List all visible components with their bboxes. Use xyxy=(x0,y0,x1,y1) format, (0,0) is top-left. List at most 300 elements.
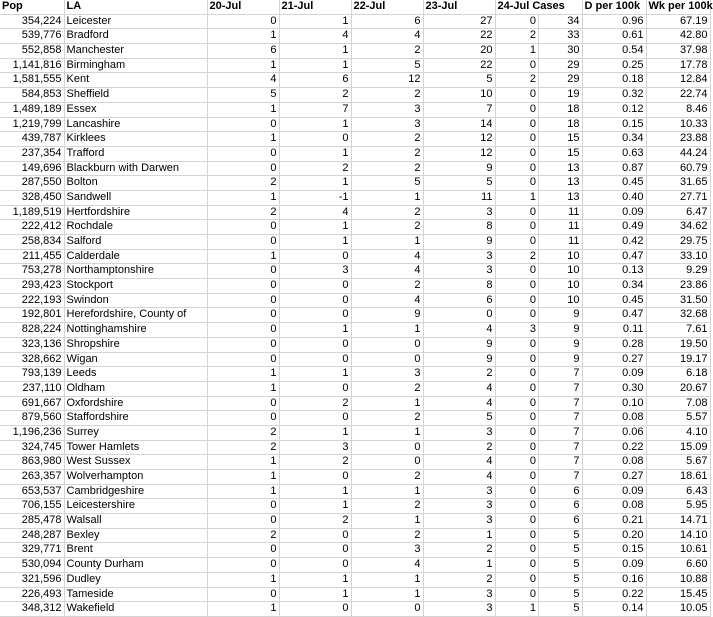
cell-cases[interactable]: 15 xyxy=(539,146,583,161)
cell-22-jul[interactable]: 0 xyxy=(351,352,423,367)
cell-pop[interactable]: 706,155 xyxy=(0,499,64,514)
cell-23-jul[interactable]: 0 xyxy=(423,308,495,323)
cell-22-jul[interactable]: 2 xyxy=(351,132,423,147)
cell-21-jul[interactable]: 2 xyxy=(279,161,351,176)
cell-cases[interactable]: 29 xyxy=(539,58,583,73)
cell-21-jul[interactable]: 1 xyxy=(279,425,351,440)
cell-23-jul[interactable]: 9 xyxy=(423,337,495,352)
cell-23-jul[interactable]: 3 xyxy=(423,264,495,279)
cell-pop[interactable]: 1,141,816 xyxy=(0,58,64,73)
cell-wk-per-100k[interactable]: 17.78 xyxy=(646,58,710,73)
cell-wk-per-100k[interactable]: 44.24 xyxy=(646,146,710,161)
cell-cases[interactable]: 9 xyxy=(539,308,583,323)
cell-pop[interactable]: 226,493 xyxy=(0,587,64,602)
cell-22-jul[interactable]: 2 xyxy=(351,220,423,235)
cell-cases[interactable]: 10 xyxy=(539,293,583,308)
cell-23-jul[interactable]: 11 xyxy=(423,190,495,205)
cell-24-jul[interactable]: 2 xyxy=(495,29,539,44)
cell-23-jul[interactable]: 9 xyxy=(423,352,495,367)
cell-23-jul[interactable]: 10 xyxy=(423,88,495,103)
header-cell-la[interactable]: LA xyxy=(64,0,207,14)
cell-21-jul[interactable]: 0 xyxy=(279,558,351,573)
cell-21-jul[interactable]: 0 xyxy=(279,352,351,367)
cell-d-per-100k[interactable]: 0.11 xyxy=(582,323,646,338)
cell-d-per-100k[interactable]: 0.16 xyxy=(582,572,646,587)
cell-22-jul[interactable]: 6 xyxy=(351,14,423,29)
cell-21-jul[interactable]: 2 xyxy=(279,396,351,411)
cell-la[interactable]: Dudley xyxy=(64,572,207,587)
cell-23-jul[interactable]: 3 xyxy=(423,514,495,529)
cell-cases[interactable]: 6 xyxy=(539,499,583,514)
cell-wk-per-100k[interactable]: 4.10 xyxy=(646,425,710,440)
cell-20-jul[interactable]: 0 xyxy=(207,220,279,235)
cell-wk-per-100k[interactable]: 60.79 xyxy=(646,161,710,176)
cell-pop[interactable]: 1,581,555 xyxy=(0,73,64,88)
cell-pop[interactable]: 263,357 xyxy=(0,470,64,485)
cell-la[interactable]: Salford xyxy=(64,235,207,250)
cell-23-jul[interactable]: 5 xyxy=(423,176,495,191)
cell-la[interactable]: Swindon xyxy=(64,293,207,308)
cell-wk-per-100k[interactable]: 10.33 xyxy=(646,117,710,132)
cell-pop[interactable]: 552,858 xyxy=(0,44,64,59)
cell-d-per-100k[interactable]: 0.54 xyxy=(582,44,646,59)
cell-24-jul[interactable]: 0 xyxy=(495,146,539,161)
cell-cases[interactable]: 30 xyxy=(539,44,583,59)
cell-pop[interactable]: 753,278 xyxy=(0,264,64,279)
cell-wk-per-100k[interactable]: 10.88 xyxy=(646,572,710,587)
cell-24-jul[interactable]: 0 xyxy=(495,102,539,117)
cell-20-jul[interactable]: 4 xyxy=(207,73,279,88)
cell-cases[interactable]: 13 xyxy=(539,190,583,205)
cell-la[interactable]: Oldham xyxy=(64,381,207,396)
cell-pop[interactable]: 1,489,189 xyxy=(0,102,64,117)
cell-24-jul[interactable]: 0 xyxy=(495,264,539,279)
cell-wk-per-100k[interactable]: 12.84 xyxy=(646,73,710,88)
header-cell-20-jul[interactable]: 20-Jul xyxy=(207,0,279,14)
cell-wk-per-100k[interactable]: 14.10 xyxy=(646,528,710,543)
cell-22-jul[interactable]: 0 xyxy=(351,337,423,352)
cell-la[interactable]: Tower Hamlets xyxy=(64,440,207,455)
cell-wk-per-100k[interactable]: 42.80 xyxy=(646,29,710,44)
cell-21-jul[interactable]: 1 xyxy=(279,117,351,132)
cell-23-jul[interactable]: 3 xyxy=(423,499,495,514)
cell-pop[interactable]: 287,550 xyxy=(0,176,64,191)
cell-23-jul[interactable]: 3 xyxy=(423,602,495,617)
cell-21-jul[interactable]: 1 xyxy=(279,499,351,514)
cell-cases[interactable]: 10 xyxy=(539,279,583,294)
cell-wk-per-100k[interactable]: 5.95 xyxy=(646,499,710,514)
cell-wk-per-100k[interactable]: 32.68 xyxy=(646,308,710,323)
cell-wk-per-100k[interactable]: 7.61 xyxy=(646,323,710,338)
cell-21-jul[interactable]: -1 xyxy=(279,190,351,205)
cell-wk-per-100k[interactable]: 5.57 xyxy=(646,411,710,426)
cell-la[interactable]: Hertfordshire xyxy=(64,205,207,220)
cell-23-jul[interactable]: 7 xyxy=(423,102,495,117)
cell-20-jul[interactable]: 5 xyxy=(207,88,279,103)
cell-d-per-100k[interactable]: 0.34 xyxy=(582,132,646,147)
cell-pop[interactable]: 285,478 xyxy=(0,514,64,529)
cell-cases[interactable]: 34 xyxy=(539,14,583,29)
cell-24-jul[interactable]: 0 xyxy=(495,499,539,514)
cell-22-jul[interactable]: 3 xyxy=(351,102,423,117)
cell-wk-per-100k[interactable]: 37.98 xyxy=(646,44,710,59)
cell-la[interactable]: Manchester xyxy=(64,44,207,59)
cell-23-jul[interactable]: 12 xyxy=(423,146,495,161)
cell-la[interactable]: Oxfordshire xyxy=(64,396,207,411)
cell-24-jul[interactable]: 0 xyxy=(495,235,539,250)
cell-22-jul[interactable]: 2 xyxy=(351,470,423,485)
cell-24-jul[interactable]: 1 xyxy=(495,44,539,59)
cell-23-jul[interactable]: 1 xyxy=(423,528,495,543)
cell-21-jul[interactable]: 3 xyxy=(279,264,351,279)
cell-21-jul[interactable]: 1 xyxy=(279,146,351,161)
cell-22-jul[interactable]: 1 xyxy=(351,587,423,602)
cell-21-jul[interactable]: 1 xyxy=(279,484,351,499)
cell-la[interactable]: Stockport xyxy=(64,279,207,294)
cell-la[interactable]: Brent xyxy=(64,543,207,558)
cell-23-jul[interactable]: 22 xyxy=(423,58,495,73)
cell-d-per-100k[interactable]: 0.30 xyxy=(582,381,646,396)
cell-20-jul[interactable]: 1 xyxy=(207,367,279,382)
cell-cases[interactable]: 11 xyxy=(539,220,583,235)
cell-20-jul[interactable]: 0 xyxy=(207,293,279,308)
cell-wk-per-100k[interactable]: 34.62 xyxy=(646,220,710,235)
cell-21-jul[interactable]: 7 xyxy=(279,102,351,117)
cell-wk-per-100k[interactable]: 15.45 xyxy=(646,587,710,602)
cell-pop[interactable]: 530,094 xyxy=(0,558,64,573)
cell-21-jul[interactable]: 0 xyxy=(279,381,351,396)
cell-d-per-100k[interactable]: 0.10 xyxy=(582,396,646,411)
cell-23-jul[interactable]: 3 xyxy=(423,425,495,440)
cell-24-jul[interactable]: 0 xyxy=(495,572,539,587)
cell-20-jul[interactable]: 0 xyxy=(207,396,279,411)
cell-la[interactable]: Kent xyxy=(64,73,207,88)
cell-wk-per-100k[interactable]: 10.61 xyxy=(646,543,710,558)
cell-23-jul[interactable]: 4 xyxy=(423,470,495,485)
cell-24-jul[interactable]: 0 xyxy=(495,279,539,294)
cell-cases[interactable]: 11 xyxy=(539,205,583,220)
cell-d-per-100k[interactable]: 0.14 xyxy=(582,602,646,617)
cell-22-jul[interactable]: 1 xyxy=(351,396,423,411)
cell-d-per-100k[interactable]: 0.45 xyxy=(582,176,646,191)
cell-pop[interactable]: 539,776 xyxy=(0,29,64,44)
cell-cases[interactable]: 33 xyxy=(539,29,583,44)
cell-wk-per-100k[interactable]: 18.61 xyxy=(646,470,710,485)
cell-21-jul[interactable]: 1 xyxy=(279,235,351,250)
cell-20-jul[interactable]: 0 xyxy=(207,14,279,29)
cell-23-jul[interactable]: 14 xyxy=(423,117,495,132)
cell-21-jul[interactable]: 0 xyxy=(279,293,351,308)
cell-24-jul[interactable]: 0 xyxy=(495,14,539,29)
cell-la[interactable]: Leicestershire xyxy=(64,499,207,514)
cell-24-jul[interactable]: 0 xyxy=(495,205,539,220)
cell-20-jul[interactable]: 1 xyxy=(207,484,279,499)
cell-22-jul[interactable]: 2 xyxy=(351,161,423,176)
cell-pop[interactable]: 793,139 xyxy=(0,367,64,382)
cell-21-jul[interactable]: 1 xyxy=(279,58,351,73)
cell-cases[interactable]: 9 xyxy=(539,323,583,338)
cell-d-per-100k[interactable]: 0.42 xyxy=(582,235,646,250)
cell-pop[interactable]: 879,560 xyxy=(0,411,64,426)
cell-d-per-100k[interactable]: 0.09 xyxy=(582,484,646,499)
cell-cases[interactable]: 5 xyxy=(539,572,583,587)
cell-pop[interactable]: 354,224 xyxy=(0,14,64,29)
cell-20-jul[interactable]: 2 xyxy=(207,176,279,191)
cell-d-per-100k[interactable]: 0.40 xyxy=(582,190,646,205)
cell-21-jul[interactable]: 0 xyxy=(279,337,351,352)
cell-wk-per-100k[interactable]: 10.05 xyxy=(646,602,710,617)
cell-wk-per-100k[interactable]: 15.09 xyxy=(646,440,710,455)
cell-cases[interactable]: 5 xyxy=(539,528,583,543)
cell-20-jul[interactable]: 1 xyxy=(207,132,279,147)
cell-22-jul[interactable]: 1 xyxy=(351,190,423,205)
cell-pop[interactable]: 584,853 xyxy=(0,88,64,103)
cell-cases[interactable]: 13 xyxy=(539,176,583,191)
cell-la[interactable]: Tameside xyxy=(64,587,207,602)
cell-21-jul[interactable]: 1 xyxy=(279,572,351,587)
cell-20-jul[interactable]: 0 xyxy=(207,323,279,338)
cell-22-jul[interactable]: 1 xyxy=(351,572,423,587)
cell-24-jul[interactable]: 0 xyxy=(495,337,539,352)
cell-20-jul[interactable]: 2 xyxy=(207,425,279,440)
cell-pop[interactable]: 828,224 xyxy=(0,323,64,338)
cell-wk-per-100k[interactable]: 6.43 xyxy=(646,484,710,499)
cell-23-jul[interactable]: 8 xyxy=(423,220,495,235)
cell-20-jul[interactable]: 0 xyxy=(207,587,279,602)
cell-23-jul[interactable]: 4 xyxy=(423,323,495,338)
cell-cases[interactable]: 10 xyxy=(539,249,583,264)
cell-cases[interactable]: 15 xyxy=(539,132,583,147)
cell-cases[interactable]: 9 xyxy=(539,352,583,367)
cell-20-jul[interactable]: 0 xyxy=(207,146,279,161)
cell-22-jul[interactable]: 4 xyxy=(351,29,423,44)
cell-22-jul[interactable]: 2 xyxy=(351,88,423,103)
cell-pop[interactable]: 293,423 xyxy=(0,279,64,294)
cell-22-jul[interactable]: 9 xyxy=(351,308,423,323)
cell-23-jul[interactable]: 3 xyxy=(423,205,495,220)
cell-wk-per-100k[interactable]: 20.67 xyxy=(646,381,710,396)
cell-wk-per-100k[interactable]: 6.18 xyxy=(646,367,710,382)
cell-22-jul[interactable]: 1 xyxy=(351,323,423,338)
cell-20-jul[interactable]: 1 xyxy=(207,29,279,44)
cell-wk-per-100k[interactable]: 14.71 xyxy=(646,514,710,529)
cell-21-jul[interactable]: 2 xyxy=(279,455,351,470)
cell-pop[interactable]: 323,136 xyxy=(0,337,64,352)
cell-pop[interactable]: 237,110 xyxy=(0,381,64,396)
cell-20-jul[interactable]: 1 xyxy=(207,602,279,617)
cell-24-jul[interactable]: 0 xyxy=(495,558,539,573)
cell-d-per-100k[interactable]: 0.32 xyxy=(582,88,646,103)
cell-21-jul[interactable]: 0 xyxy=(279,411,351,426)
cell-23-jul[interactable]: 3 xyxy=(423,587,495,602)
cell-21-jul[interactable]: 0 xyxy=(279,132,351,147)
cell-d-per-100k[interactable]: 0.45 xyxy=(582,293,646,308)
cell-24-jul[interactable]: 2 xyxy=(495,73,539,88)
cell-d-per-100k[interactable]: 0.28 xyxy=(582,337,646,352)
cell-cases[interactable]: 6 xyxy=(539,514,583,529)
cell-pop[interactable]: 329,771 xyxy=(0,543,64,558)
cell-24-jul[interactable]: 0 xyxy=(495,352,539,367)
cell-23-jul[interactable]: 5 xyxy=(423,73,495,88)
cell-20-jul[interactable]: 0 xyxy=(207,543,279,558)
cell-la[interactable]: Trafford xyxy=(64,146,207,161)
cell-cases[interactable]: 7 xyxy=(539,470,583,485)
cell-22-jul[interactable]: 2 xyxy=(351,381,423,396)
cell-wk-per-100k[interactable]: 19.17 xyxy=(646,352,710,367)
cell-24-jul[interactable]: 0 xyxy=(495,411,539,426)
cell-24-jul[interactable]: 0 xyxy=(495,514,539,529)
cell-22-jul[interactable]: 5 xyxy=(351,58,423,73)
cell-d-per-100k[interactable]: 0.87 xyxy=(582,161,646,176)
cell-la[interactable]: Surrey xyxy=(64,425,207,440)
cell-la[interactable]: Northamptonshire xyxy=(64,264,207,279)
cell-cases[interactable]: 7 xyxy=(539,367,583,382)
cell-pop[interactable]: 1,189,519 xyxy=(0,205,64,220)
cell-20-jul[interactable]: 6 xyxy=(207,44,279,59)
cell-24-jul[interactable]: 0 xyxy=(495,88,539,103)
cell-la[interactable]: Bexley xyxy=(64,528,207,543)
cell-cases[interactable]: 7 xyxy=(539,396,583,411)
cell-22-jul[interactable]: 5 xyxy=(351,176,423,191)
cell-22-jul[interactable]: 4 xyxy=(351,558,423,573)
cell-cases[interactable]: 5 xyxy=(539,543,583,558)
header-cell-23-jul[interactable]: 23-Jul xyxy=(423,0,495,14)
cell-22-jul[interactable]: 1 xyxy=(351,235,423,250)
cell-23-jul[interactable]: 27 xyxy=(423,14,495,29)
cell-24-jul[interactable]: 0 xyxy=(495,161,539,176)
cell-23-jul[interactable]: 6 xyxy=(423,293,495,308)
cell-22-jul[interactable]: 3 xyxy=(351,543,423,558)
cell-pop[interactable]: 222,412 xyxy=(0,220,64,235)
cell-wk-per-100k[interactable]: 23.86 xyxy=(646,279,710,294)
cell-d-per-100k[interactable]: 0.21 xyxy=(582,514,646,529)
cell-pop[interactable]: 328,662 xyxy=(0,352,64,367)
cell-22-jul[interactable]: 1 xyxy=(351,514,423,529)
cell-la[interactable]: Sheffield xyxy=(64,88,207,103)
cell-22-jul[interactable]: 2 xyxy=(351,528,423,543)
cell-la[interactable]: Lancashire xyxy=(64,117,207,132)
cell-20-jul[interactable]: 0 xyxy=(207,117,279,132)
cell-21-jul[interactable]: 0 xyxy=(279,279,351,294)
cell-la[interactable]: County Durham xyxy=(64,558,207,573)
cell-la[interactable]: Cambridgeshire xyxy=(64,484,207,499)
cell-cases[interactable]: 6 xyxy=(539,484,583,499)
cell-d-per-100k[interactable]: 0.08 xyxy=(582,455,646,470)
cell-cases[interactable]: 7 xyxy=(539,381,583,396)
cell-21-jul[interactable]: 2 xyxy=(279,88,351,103)
cell-d-per-100k[interactable]: 0.22 xyxy=(582,440,646,455)
cell-d-per-100k[interactable]: 0.63 xyxy=(582,146,646,161)
cell-20-jul[interactable]: 0 xyxy=(207,499,279,514)
cell-23-jul[interactable]: 3 xyxy=(423,249,495,264)
cell-23-jul[interactable]: 2 xyxy=(423,572,495,587)
cell-cases[interactable]: 5 xyxy=(539,558,583,573)
cell-d-per-100k[interactable]: 0.15 xyxy=(582,117,646,132)
cell-d-per-100k[interactable]: 0.06 xyxy=(582,425,646,440)
cell-la[interactable]: West Sussex xyxy=(64,455,207,470)
cell-23-jul[interactable]: 4 xyxy=(423,455,495,470)
cell-20-jul[interactable]: 2 xyxy=(207,205,279,220)
cell-20-jul[interactable]: 0 xyxy=(207,279,279,294)
cell-21-jul[interactable]: 3 xyxy=(279,440,351,455)
cell-pop[interactable]: 324,745 xyxy=(0,440,64,455)
cell-pop[interactable]: 237,354 xyxy=(0,146,64,161)
cell-22-jul[interactable]: 1 xyxy=(351,425,423,440)
cell-24-jul[interactable]: 1 xyxy=(495,602,539,617)
cell-23-jul[interactable]: 5 xyxy=(423,411,495,426)
cell-21-jul[interactable]: 1 xyxy=(279,14,351,29)
cell-la[interactable]: Rochdale xyxy=(64,220,207,235)
cell-d-per-100k[interactable]: 0.49 xyxy=(582,220,646,235)
cell-la[interactable]: Leeds xyxy=(64,367,207,382)
cell-24-jul[interactable]: 2 xyxy=(495,249,539,264)
cell-la[interactable]: Wakefield xyxy=(64,602,207,617)
cell-wk-per-100k[interactable]: 67.19 xyxy=(646,14,710,29)
cell-24-jul[interactable]: 3 xyxy=(495,323,539,338)
cell-d-per-100k[interactable]: 0.18 xyxy=(582,73,646,88)
cell-22-jul[interactable]: 2 xyxy=(351,146,423,161)
cell-21-jul[interactable]: 1 xyxy=(279,44,351,59)
cell-wk-per-100k[interactable]: 22.74 xyxy=(646,88,710,103)
cell-cases[interactable]: 10 xyxy=(539,264,583,279)
cell-23-jul[interactable]: 20 xyxy=(423,44,495,59)
cell-d-per-100k[interactable]: 0.25 xyxy=(582,58,646,73)
cell-21-jul[interactable]: 2 xyxy=(279,514,351,529)
cell-wk-per-100k[interactable]: 31.50 xyxy=(646,293,710,308)
cell-24-jul[interactable]: 0 xyxy=(495,132,539,147)
cell-d-per-100k[interactable]: 0.96 xyxy=(582,14,646,29)
cell-la[interactable]: Bradford xyxy=(64,29,207,44)
cell-23-jul[interactable]: 2 xyxy=(423,367,495,382)
cell-22-jul[interactable]: 4 xyxy=(351,264,423,279)
cell-20-jul[interactable]: 0 xyxy=(207,308,279,323)
cell-20-jul[interactable]: 0 xyxy=(207,514,279,529)
cell-22-jul[interactable]: 4 xyxy=(351,249,423,264)
cell-d-per-100k[interactable]: 0.34 xyxy=(582,279,646,294)
cell-20-jul[interactable]: 1 xyxy=(207,102,279,117)
cell-pop[interactable]: 439,787 xyxy=(0,132,64,147)
cell-23-jul[interactable]: 3 xyxy=(423,484,495,499)
cell-d-per-100k[interactable]: 0.15 xyxy=(582,543,646,558)
cell-21-jul[interactable]: 4 xyxy=(279,29,351,44)
cell-la[interactable]: Blackburn with Darwen xyxy=(64,161,207,176)
cell-21-jul[interactable]: 0 xyxy=(279,470,351,485)
cell-24-jul[interactable]: 0 xyxy=(495,176,539,191)
cell-cases[interactable]: 7 xyxy=(539,455,583,470)
cell-pop[interactable]: 691,667 xyxy=(0,396,64,411)
cell-d-per-100k[interactable]: 0.13 xyxy=(582,264,646,279)
cell-la[interactable]: Wolverhampton xyxy=(64,470,207,485)
cell-d-per-100k[interactable]: 0.61 xyxy=(582,29,646,44)
cell-wk-per-100k[interactable]: 7.08 xyxy=(646,396,710,411)
cell-wk-per-100k[interactable]: 29.75 xyxy=(646,235,710,250)
cell-23-jul[interactable]: 8 xyxy=(423,279,495,294)
cell-21-jul[interactable]: 0 xyxy=(279,602,351,617)
cell-d-per-100k[interactable]: 0.27 xyxy=(582,470,646,485)
cell-cases[interactable]: 5 xyxy=(539,602,583,617)
cell-22-jul[interactable]: 2 xyxy=(351,411,423,426)
cell-24-jul[interactable]: 0 xyxy=(495,425,539,440)
cell-20-jul[interactable]: 0 xyxy=(207,264,279,279)
cell-cases[interactable]: 18 xyxy=(539,102,583,117)
cell-la[interactable]: Essex xyxy=(64,102,207,117)
cell-la[interactable]: Wigan xyxy=(64,352,207,367)
cell-21-jul[interactable]: 1 xyxy=(279,367,351,382)
cell-24-jul[interactable]: 0 xyxy=(495,220,539,235)
cell-cases[interactable]: 9 xyxy=(539,337,583,352)
cell-pop[interactable]: 1,196,236 xyxy=(0,425,64,440)
cell-24-jul[interactable]: 0 xyxy=(495,543,539,558)
